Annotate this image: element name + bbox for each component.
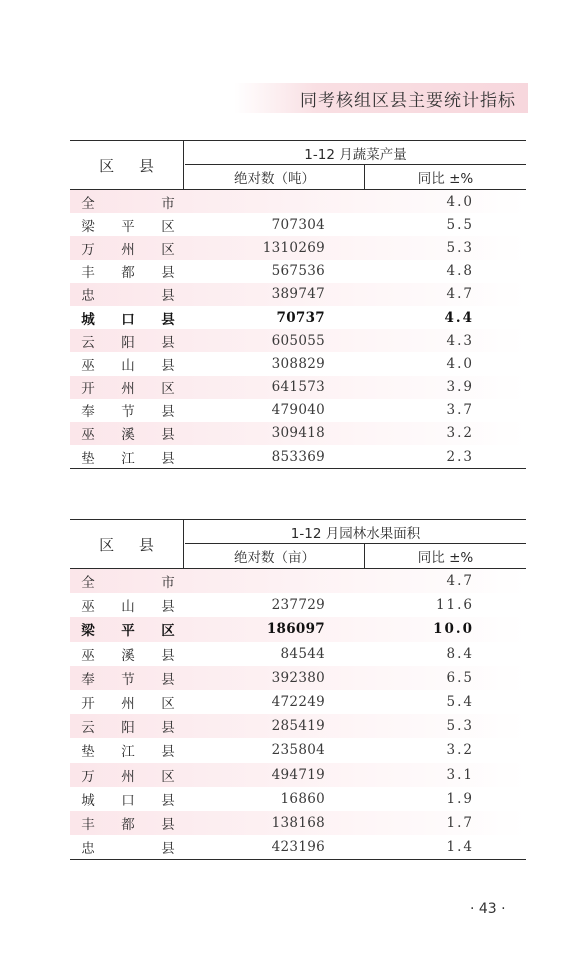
- region-name-char: 县: [161, 792, 175, 809]
- region-name-char: 忠: [81, 841, 95, 858]
- table-body: [70, 190, 526, 468]
- region-name-char: 垫: [81, 450, 95, 467]
- table-row: [70, 306, 526, 329]
- absolute-value-cell: 707304: [271, 216, 325, 233]
- region-name-char: 山: [121, 357, 135, 374]
- absolute-value-cell: [185, 569, 325, 593]
- table-row: [70, 329, 526, 352]
- yoy-change-cell: 1.7: [446, 814, 474, 831]
- region-name-char: 口: [121, 792, 135, 809]
- indicator-group-header: 1-12 月蔬菜产量: [185, 141, 526, 165]
- region-name-char: 区: [161, 623, 175, 640]
- table-row: [70, 666, 526, 690]
- region-name-char: 区: [161, 241, 175, 258]
- absolute-value-cell: 285419: [271, 718, 325, 735]
- region-name-char: 全: [81, 195, 95, 212]
- region-name-cell: [80, 352, 176, 375]
- yoy-change-cell: 5.4: [446, 694, 474, 711]
- yoy-change-column-header: 同比 ±%: [417, 550, 474, 566]
- region-name-cell: [80, 213, 176, 236]
- region-name-cell: [80, 835, 176, 859]
- region-name-char: 州: [121, 241, 135, 258]
- table-row: [70, 763, 526, 787]
- region-name-char: 县: [161, 311, 175, 328]
- table-row: [70, 376, 526, 399]
- region-name-char: 市: [161, 195, 175, 212]
- table-row: [70, 283, 526, 306]
- region-name-char: 县: [161, 599, 175, 616]
- region-name-cell: [80, 690, 176, 714]
- region-name-char: 县: [161, 744, 175, 761]
- table-row: [70, 690, 526, 714]
- yoy-change-cell: 3.1: [446, 766, 474, 783]
- region-name-char: 县: [161, 265, 175, 282]
- region-name-cell: [80, 260, 176, 283]
- yoy-change-cell: 4.3: [446, 332, 474, 349]
- table-row: [70, 260, 526, 283]
- region-name-char: 梁: [81, 623, 95, 640]
- region-name-char: 全: [81, 575, 95, 592]
- yoy-change-cell: 10.0: [433, 621, 474, 638]
- region-name-cell: [80, 763, 176, 787]
- region-name-char: 梁: [81, 218, 95, 235]
- region-name-cell: [80, 190, 176, 213]
- region-name-char: 巫: [81, 647, 95, 664]
- table-row: [70, 787, 526, 811]
- region-name-cell: [80, 714, 176, 738]
- table-header: [70, 520, 526, 569]
- yoy-change-cell: 5.3: [446, 718, 474, 735]
- absolute-value-cell: 309418: [271, 425, 325, 442]
- region-name-char: 县: [161, 841, 175, 858]
- table-row: [70, 642, 526, 666]
- region-name-cell: [80, 236, 176, 259]
- region-name-cell: [80, 445, 176, 468]
- yoy-change-cell: 4.8: [446, 263, 474, 280]
- yoy-change-cell: 2.3: [446, 448, 474, 465]
- region-name-char: 区: [161, 696, 175, 713]
- region-name-cell: [80, 283, 176, 306]
- region-name-char: 州: [121, 768, 135, 785]
- region-name-char: 县: [161, 720, 175, 737]
- absolute-value-cell: 308829: [271, 355, 325, 372]
- region-name-char: 巫: [81, 357, 95, 374]
- region-name-char: 溪: [121, 427, 135, 444]
- region-name-char: 阳: [121, 720, 135, 737]
- absolute-value-column-header: 绝对数（吨）: [185, 165, 365, 189]
- region-name-char: 县: [161, 288, 175, 305]
- region-name-char: 江: [121, 450, 135, 467]
- absolute-value-cell: 567536: [271, 263, 325, 280]
- region-name-char: 县: [161, 357, 175, 374]
- region-name-char: 万: [81, 768, 95, 785]
- yoy-change-cell: 3.2: [446, 425, 474, 442]
- region-name-char: 区: [161, 381, 175, 398]
- table-row: [70, 811, 526, 835]
- region-name-char: 县: [161, 647, 175, 664]
- region-name-char: 溪: [121, 647, 135, 664]
- absolute-value-cell: 389747: [271, 286, 325, 303]
- region-name-char: 节: [121, 404, 135, 421]
- table-row: [70, 569, 526, 593]
- vegetable-output-table: [70, 140, 526, 469]
- region-name-char: 区: [161, 768, 175, 785]
- table-row: [70, 190, 526, 213]
- yoy-change-cell: 8.4: [446, 645, 474, 662]
- region-name-char: 区: [161, 218, 175, 235]
- absolute-value-cell: 605055: [271, 332, 325, 349]
- yoy-change-cell: 4.0: [446, 193, 474, 210]
- table-row: [70, 213, 526, 236]
- table-row: [70, 422, 526, 445]
- region-name-char: 云: [81, 334, 95, 351]
- region-name-char: 丰: [81, 265, 95, 282]
- table-row: [70, 835, 526, 859]
- region-name-char: 都: [121, 265, 135, 282]
- absolute-value-column-header: 绝对数（亩）: [185, 544, 365, 568]
- absolute-value-cell: 84544: [280, 645, 325, 662]
- yoy-change-cell: 4.7: [446, 286, 474, 303]
- indicator-group-header: 1-12 月园林水果面积: [185, 520, 526, 544]
- region-name-char: 巫: [81, 427, 95, 444]
- yoy-change-cell: 4.7: [446, 573, 474, 590]
- region-name-cell: [80, 642, 176, 666]
- yoy-change-column-header: 同比 ±%: [417, 171, 474, 187]
- region-name-char: 县: [161, 334, 175, 351]
- table-row: [70, 399, 526, 422]
- absolute-value-cell: 186097: [266, 621, 325, 638]
- region-name-char: 开: [81, 696, 95, 713]
- region-name-cell: [80, 306, 176, 329]
- region-name-cell: [80, 329, 176, 352]
- yoy-change-cell: 6.5: [446, 669, 474, 686]
- region-name-char: 县: [161, 427, 175, 444]
- region-name-char: 平: [121, 218, 135, 235]
- absolute-value-cell: 70737: [276, 309, 325, 326]
- page-number: · 43 ·: [470, 901, 506, 917]
- absolute-value-cell: 423196: [271, 839, 325, 856]
- absolute-value-cell: 392380: [271, 669, 325, 686]
- table-row: [70, 714, 526, 738]
- region-name-char: 阳: [121, 334, 135, 351]
- region-name-char: 山: [121, 599, 135, 616]
- region-name-cell: [80, 569, 176, 593]
- yoy-change-cell: 1.9: [446, 790, 474, 807]
- region-name-char: 忠: [81, 288, 95, 305]
- yoy-change-cell: 4.0: [446, 355, 474, 372]
- region-name-char: 江: [121, 744, 135, 761]
- yoy-change-cell: 1.4: [446, 839, 474, 856]
- table-row: [70, 593, 526, 617]
- region-name-char: 县: [161, 450, 175, 467]
- region-name-char: 巫: [81, 599, 95, 616]
- region-name-char: 都: [121, 816, 135, 833]
- yoy-change-cell: 3.9: [446, 379, 474, 396]
- absolute-value-cell: 472249: [271, 694, 325, 711]
- table-row: [70, 617, 526, 641]
- table-row: [70, 738, 526, 762]
- table-row: [70, 352, 526, 375]
- yoy-change-cell: 3.2: [446, 742, 474, 759]
- table-row: [70, 236, 526, 259]
- yoy-change-cell: 3.7: [446, 402, 474, 419]
- region-name-char: 奉: [81, 671, 95, 688]
- region-name-char: 万: [81, 241, 95, 258]
- absolute-value-cell: 138168: [271, 814, 325, 831]
- yoy-change-cell: 5.3: [446, 239, 474, 256]
- region-name-char: 县: [161, 404, 175, 421]
- region-name-char: 州: [121, 381, 135, 398]
- region-column-header: 区 县: [70, 141, 184, 189]
- region-name-char: 丰: [81, 816, 95, 833]
- region-name-cell: [80, 399, 176, 422]
- region-name-char: 奉: [81, 404, 95, 421]
- region-name-cell: [80, 422, 176, 445]
- absolute-value-cell: 494719: [271, 766, 325, 783]
- region-name-cell: [80, 617, 176, 641]
- region-name-char: 城: [81, 311, 95, 328]
- region-name-char: 节: [121, 671, 135, 688]
- region-name-cell: [80, 811, 176, 835]
- yoy-change-cell: 5.5: [446, 216, 474, 233]
- absolute-value-cell: 16860: [280, 790, 325, 807]
- region-name-char: 市: [161, 575, 175, 592]
- absolute-value-cell: 479040: [271, 402, 325, 419]
- region-name-char: 云: [81, 720, 95, 737]
- region-name-cell: [80, 738, 176, 762]
- region-name-char: 垫: [81, 744, 95, 761]
- region-name-char: 县: [161, 671, 175, 688]
- absolute-value-cell: 235804: [271, 742, 325, 759]
- region-name-char: 城: [81, 792, 95, 809]
- orchard-area-table: [70, 519, 526, 860]
- yoy-change-cell: 11.6: [435, 597, 474, 614]
- yoy-change-cell: 4.4: [444, 309, 474, 326]
- table-row: [70, 445, 526, 468]
- region-name-char: 开: [81, 381, 95, 398]
- page-title: 同考核组区县主要统计指标: [300, 91, 516, 111]
- region-name-cell: [80, 666, 176, 690]
- absolute-value-cell: 237729: [271, 597, 325, 614]
- region-name-char: 平: [121, 623, 135, 640]
- region-name-char: 县: [161, 816, 175, 833]
- region-name-cell: [80, 593, 176, 617]
- absolute-value-cell: 853369: [271, 448, 325, 465]
- table-body: [70, 569, 526, 859]
- absolute-value-cell: [185, 190, 325, 213]
- absolute-value-cell: 641573: [271, 379, 325, 396]
- absolute-value-cell: 1310269: [262, 239, 325, 256]
- region-column-header: 区 县: [70, 520, 184, 568]
- region-name-char: 州: [121, 696, 135, 713]
- page-header-banner: [234, 83, 528, 113]
- region-name-cell: [80, 376, 176, 399]
- region-name-char: 口: [121, 311, 135, 328]
- region-name-cell: [80, 787, 176, 811]
- table-header: [70, 141, 526, 190]
